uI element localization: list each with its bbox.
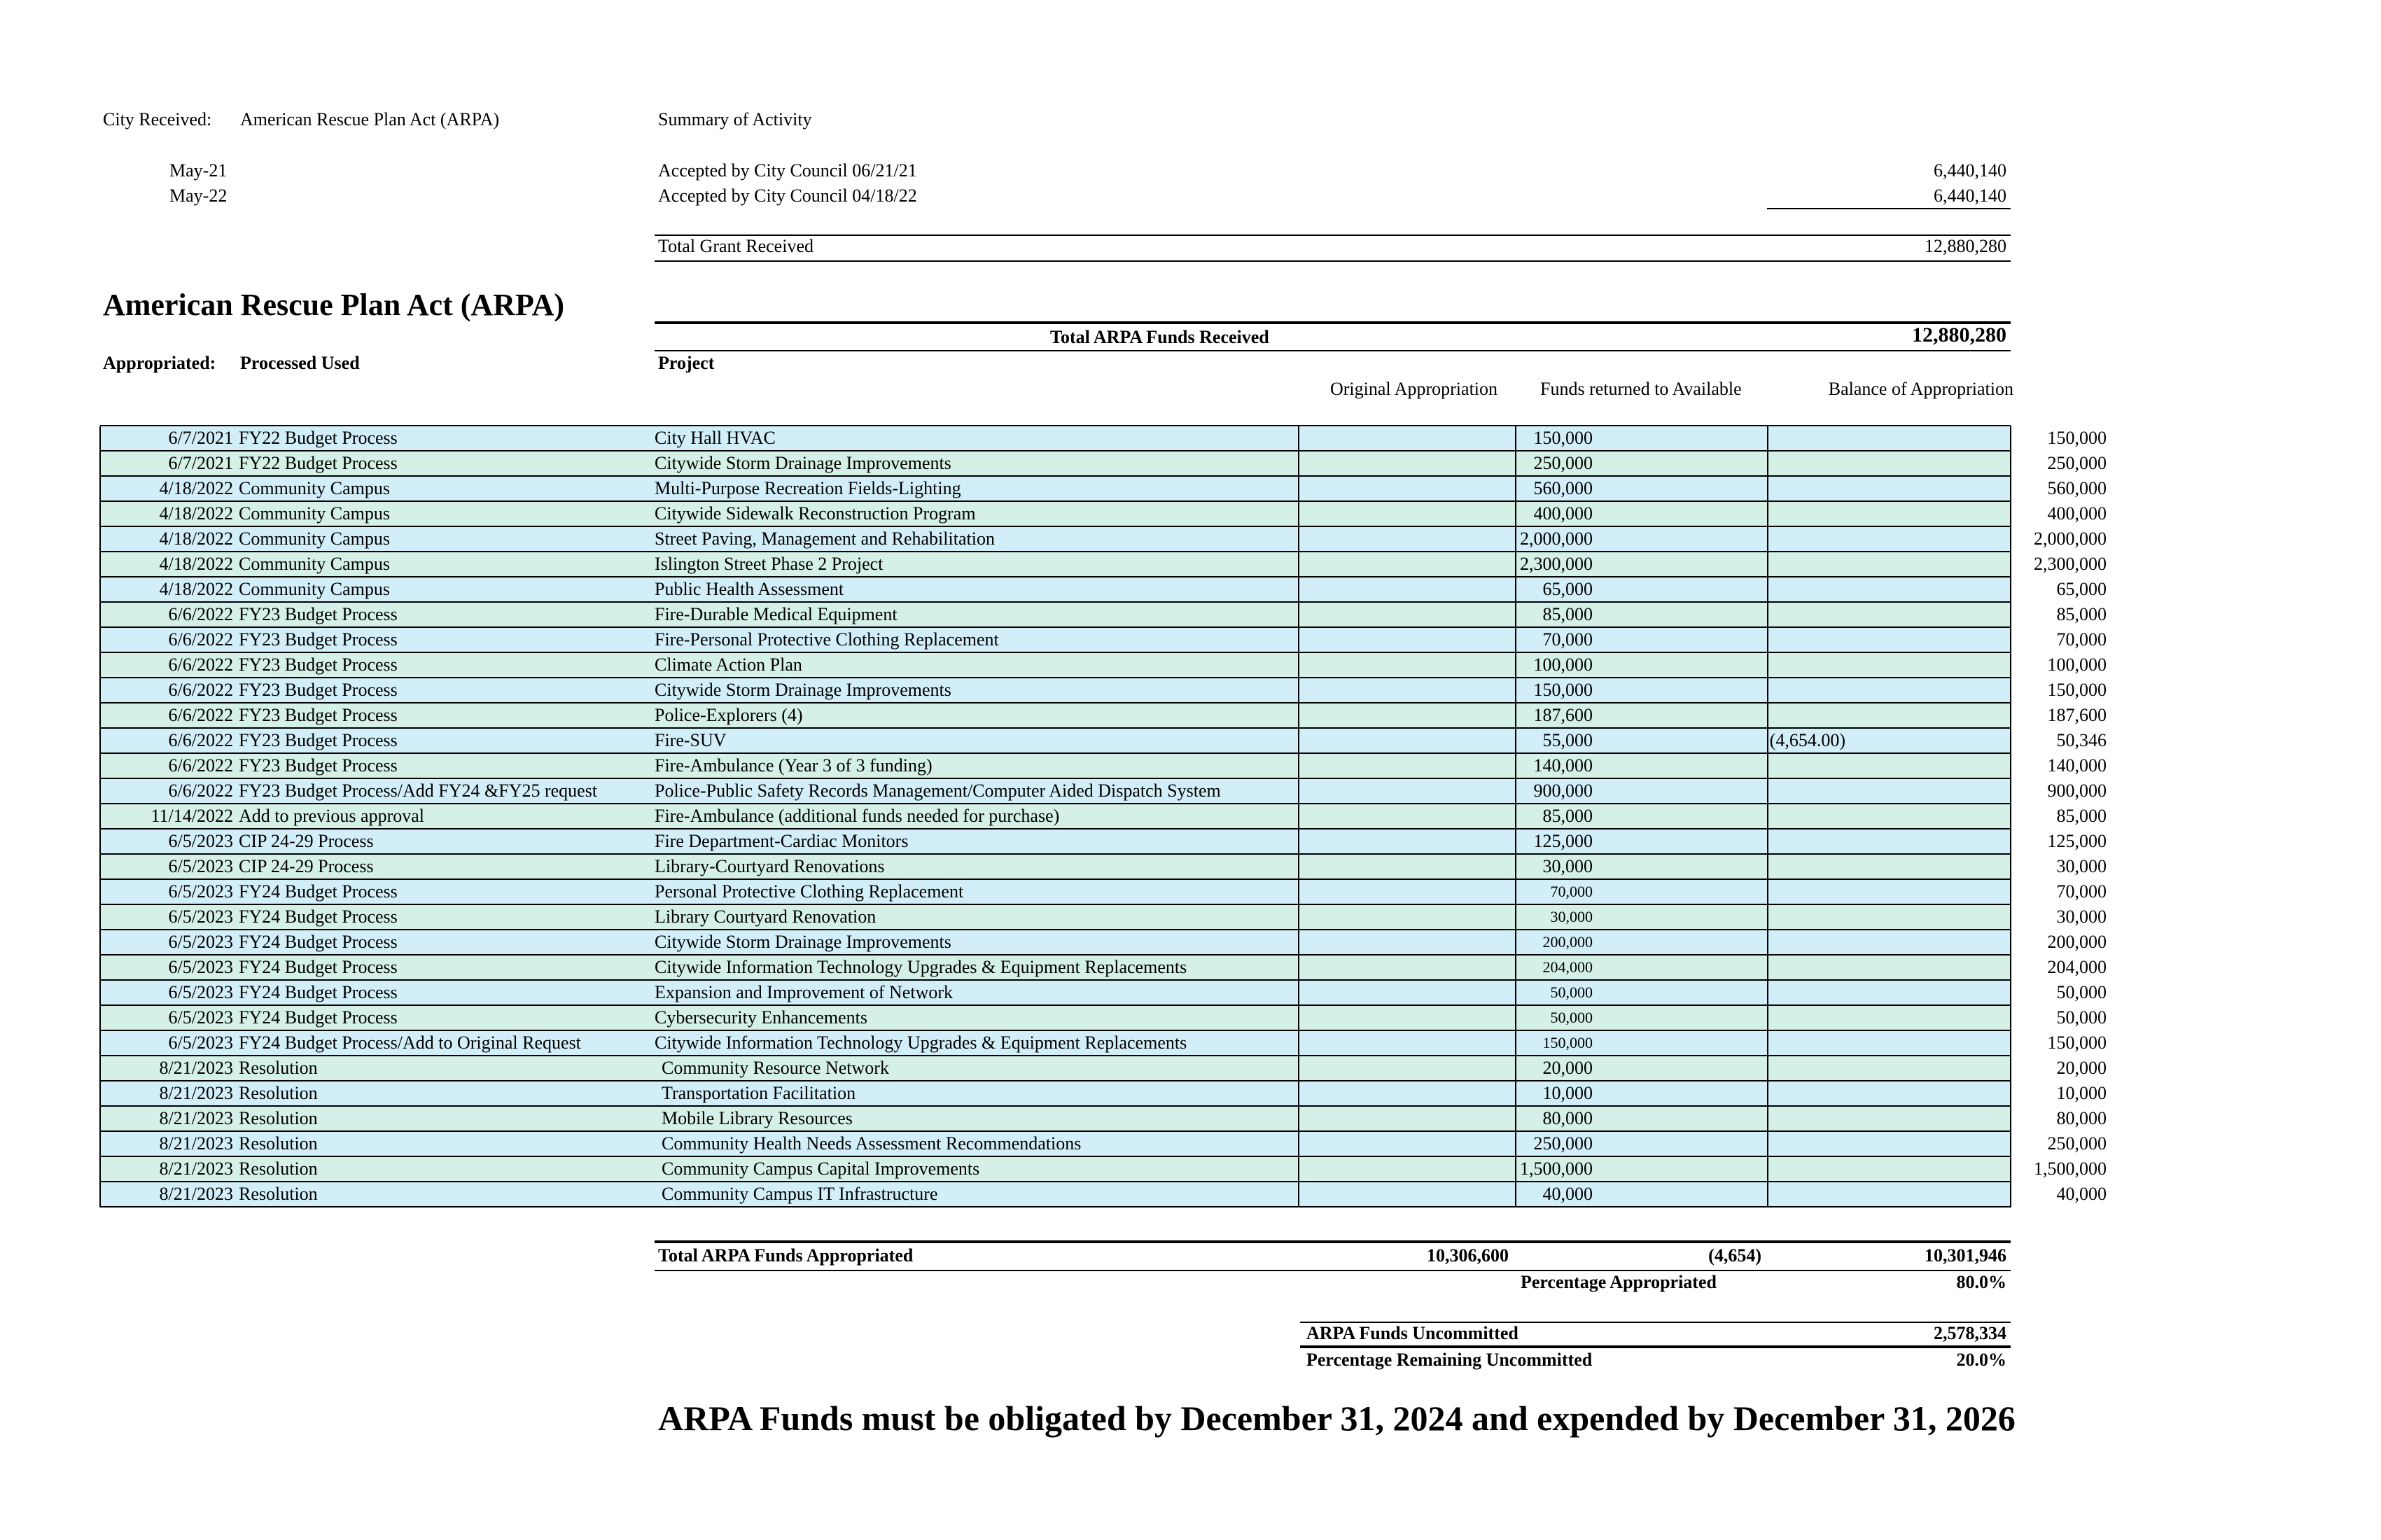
table-row bbox=[100, 1182, 2107, 1208]
table-row bbox=[100, 1056, 2107, 1082]
table-row bbox=[100, 678, 2107, 704]
row-process: Resolution bbox=[239, 1133, 318, 1154]
row-original-appropriation: 150,000 bbox=[1533, 428, 1593, 448]
table-row bbox=[100, 729, 2107, 754]
row-project: Mobile Library Resources bbox=[662, 1108, 853, 1128]
row-balance: 10,000 bbox=[2056, 1083, 2107, 1103]
row-balance: 250,000 bbox=[2047, 453, 2107, 473]
row-date: 6/5/2023 bbox=[168, 957, 233, 977]
table-row bbox=[100, 502, 2107, 527]
row-project: Fire-SUV bbox=[655, 730, 727, 750]
row-balance: 70,000 bbox=[2056, 629, 2107, 650]
row-project: Fire Department-Cardiac Monitors bbox=[655, 831, 909, 851]
table-row bbox=[100, 426, 2107, 451]
table-row bbox=[100, 527, 2107, 552]
row-balance: 250,000 bbox=[2047, 1133, 2107, 1154]
row-balance: 400,000 bbox=[2047, 503, 2107, 524]
row-original-appropriation: 50,000 bbox=[1550, 1009, 1593, 1026]
summary-label: Summary of Activity bbox=[658, 109, 812, 130]
row-date: 8/21/2023 bbox=[159, 1058, 233, 1078]
table-row bbox=[100, 930, 2107, 955]
row-date: 8/21/2023 bbox=[159, 1133, 233, 1154]
row-original-appropriation: 85,000 bbox=[1542, 604, 1593, 624]
row-project: Citywide Information Technology Upgrades & Equipment Replacements bbox=[655, 1032, 1187, 1053]
divider bbox=[655, 234, 2011, 236]
row-date: 6/5/2023 bbox=[168, 932, 233, 952]
receipt-desc: Accepted by City Council 06/21/21 bbox=[658, 160, 917, 181]
receipt-amount: 6,440,140 bbox=[1934, 160, 2006, 181]
divider bbox=[1300, 1345, 2011, 1348]
row-date: 8/21/2023 bbox=[159, 1108, 233, 1128]
totals-balance: 10,301,946 bbox=[1925, 1245, 2006, 1266]
row-balance: 20,000 bbox=[2056, 1058, 2107, 1078]
row-balance: 65,000 bbox=[2056, 579, 2107, 599]
row-original-appropriation: 150,000 bbox=[1533, 680, 1593, 700]
pct-appropriated-label: Percentage Appropriated bbox=[1521, 1272, 1717, 1292]
row-original-appropriation: 30,000 bbox=[1550, 908, 1593, 925]
col-project: Project bbox=[658, 353, 715, 373]
row-project: Citywide Storm Drainage Improvements bbox=[655, 932, 951, 952]
row-project: Library Courtyard Renovation bbox=[655, 906, 877, 927]
row-process: CIP 24-29 Process bbox=[239, 856, 374, 876]
row-balance: 150,000 bbox=[2047, 1032, 2107, 1053]
vline-original-end bbox=[1515, 426, 1516, 1208]
row-process: FY23 Budget Process bbox=[239, 629, 398, 650]
row-process: CIP 24-29 Process bbox=[239, 831, 374, 851]
row-balance: 900,000 bbox=[2047, 780, 2107, 801]
table-row bbox=[100, 855, 2107, 880]
row-date: 6/5/2023 bbox=[168, 856, 233, 876]
table-row bbox=[100, 804, 2107, 830]
table-row bbox=[100, 1006, 2107, 1031]
row-process: FY22 Budget Process bbox=[239, 453, 398, 473]
section-title: American Rescue Plan Act (ARPA) bbox=[103, 288, 565, 322]
row-balance: 70,000 bbox=[2056, 881, 2107, 902]
row-date: 6/6/2022 bbox=[168, 654, 233, 675]
row-date: 6/5/2023 bbox=[168, 906, 233, 927]
row-balance: 200,000 bbox=[2047, 932, 2107, 952]
row-date: 6/7/2021 bbox=[168, 453, 233, 473]
row-project: Cybersecurity Enhancements bbox=[655, 1007, 867, 1028]
row-project: Fire-Personal Protective Clothing Replacement bbox=[655, 629, 999, 650]
row-date: 6/6/2022 bbox=[168, 680, 233, 700]
row-project: Police-Public Safety Records Management/Computer Aided Dispatch System bbox=[655, 780, 1221, 801]
row-original-appropriation: 900,000 bbox=[1533, 780, 1593, 801]
row-project: Citywide Storm Drainage Improvements bbox=[655, 680, 951, 700]
table-row bbox=[100, 955, 2107, 981]
row-balance: 125,000 bbox=[2047, 831, 2107, 851]
row-date: 6/5/2023 bbox=[168, 1007, 233, 1028]
table-row bbox=[100, 477, 2107, 502]
row-original-appropriation: 2,000,000 bbox=[1520, 528, 1593, 549]
row-original-appropriation: 70,000 bbox=[1542, 629, 1593, 650]
row-process: Resolution bbox=[239, 1158, 318, 1179]
pct-uncommitted-label: Percentage Remaining Uncommitted bbox=[1306, 1350, 1593, 1370]
row-project: Climate Action Plan bbox=[655, 654, 802, 675]
row-project: Police-Explorers (4) bbox=[655, 705, 803, 725]
row-balance: 40,000 bbox=[2056, 1184, 2107, 1204]
row-original-appropriation: 50,000 bbox=[1550, 983, 1593, 1001]
row-process: Resolution bbox=[239, 1184, 318, 1204]
row-original-appropriation: 30,000 bbox=[1542, 856, 1593, 876]
row-original-appropriation: 85,000 bbox=[1542, 806, 1593, 826]
row-date: 8/21/2023 bbox=[159, 1184, 233, 1204]
divider bbox=[655, 350, 2011, 351]
row-project: Expansion and Improvement of Network bbox=[655, 982, 954, 1002]
row-date: 4/18/2022 bbox=[159, 554, 233, 574]
row-project: Transportation Facilitation bbox=[662, 1083, 856, 1103]
row-original-appropriation: 100,000 bbox=[1533, 654, 1593, 675]
col-returned: Funds returned to Available bbox=[1540, 379, 1742, 399]
row-process: FY23 Budget Process/Add FY24 &FY25 request bbox=[239, 780, 598, 801]
row-project: Community Campus IT Infrastructure bbox=[662, 1184, 938, 1204]
row-original-appropriation: 400,000 bbox=[1533, 503, 1593, 524]
row-original-appropriation: 150,000 bbox=[1542, 1034, 1593, 1051]
row-balance: 100,000 bbox=[2047, 654, 2107, 675]
row-balance: 50,000 bbox=[2056, 982, 2107, 1002]
row-process: Resolution bbox=[239, 1108, 318, 1128]
row-date: 8/21/2023 bbox=[159, 1083, 233, 1103]
row-date: 6/6/2022 bbox=[168, 780, 233, 801]
table-row bbox=[100, 704, 2107, 729]
row-project: Citywide Sidewalk Reconstruction Program bbox=[655, 503, 976, 524]
receipt-desc: Accepted by City Council 04/18/22 bbox=[658, 186, 917, 206]
row-date: 4/18/2022 bbox=[159, 579, 233, 599]
row-project: Citywide Information Technology Upgrades & Equipment Replacements bbox=[655, 957, 1187, 977]
row-original-appropriation: 250,000 bbox=[1533, 1133, 1593, 1154]
table-row bbox=[100, 754, 2107, 779]
pct-appropriated-value: 80.0% bbox=[1956, 1272, 2006, 1292]
city-received-label: City Received: bbox=[103, 109, 212, 130]
row-original-appropriation: 55,000 bbox=[1542, 730, 1593, 750]
row-date: 6/6/2022 bbox=[168, 730, 233, 750]
table-row bbox=[100, 628, 2107, 653]
row-project: Fire-Ambulance (additional funds needed for purchase) bbox=[655, 806, 1060, 826]
row-process: FY24 Budget Process bbox=[239, 906, 398, 927]
col-balance: Balance of Appropriation bbox=[1828, 379, 2013, 399]
row-project: Fire-Ambulance (Year 3 of 3 funding) bbox=[655, 755, 933, 776]
row-balance: 30,000 bbox=[2056, 856, 2107, 876]
divider bbox=[655, 1270, 2011, 1271]
table-row bbox=[100, 1157, 2107, 1182]
row-original-appropriation: 2,300,000 bbox=[1520, 554, 1593, 574]
table-row bbox=[100, 603, 2107, 628]
table-row bbox=[100, 981, 2107, 1006]
receipt-amount: 6,440,140 bbox=[1934, 186, 2006, 206]
row-process: Community Campus bbox=[239, 579, 390, 599]
row-project: Multi-Purpose Recreation Fields-Lighting bbox=[655, 478, 961, 498]
totals-original: 10,306,600 bbox=[1427, 1245, 1509, 1266]
row-process: FY23 Budget Process bbox=[239, 604, 398, 624]
receipt-month: May-21 bbox=[169, 160, 228, 181]
table-row bbox=[100, 880, 2107, 905]
col-original: Original Appropriation bbox=[1330, 379, 1498, 399]
row-original-appropriation: 187,600 bbox=[1533, 705, 1593, 725]
row-original-appropriation: 560,000 bbox=[1533, 478, 1593, 498]
divider bbox=[655, 1240, 2011, 1243]
table-row bbox=[100, 905, 2107, 930]
table-row bbox=[100, 578, 2107, 603]
vline-right bbox=[2010, 426, 2011, 1208]
table-row bbox=[100, 451, 2107, 477]
row-project: Community Campus Capital Improvements bbox=[662, 1158, 980, 1179]
vline-project-end bbox=[1298, 426, 1299, 1208]
row-process: FY23 Budget Process bbox=[239, 730, 398, 750]
row-balance: 560,000 bbox=[2047, 478, 2107, 498]
row-process: FY24 Budget Process/Add to Original Request bbox=[239, 1032, 581, 1053]
col-appropriated: Appropriated: bbox=[103, 353, 216, 373]
row-process: Community Campus bbox=[239, 554, 390, 574]
totals-label: Total ARPA Funds Appropriated bbox=[658, 1245, 914, 1266]
row-balance: 50,000 bbox=[2056, 1007, 2107, 1028]
row-process: Community Campus bbox=[239, 528, 390, 549]
city-received-value: American Rescue Plan Act (ARPA) bbox=[240, 109, 500, 130]
row-project: Library-Courtyard Renovations bbox=[655, 856, 885, 876]
row-balance: 2,300,000 bbox=[2034, 554, 2107, 574]
row-balance: 204,000 bbox=[2047, 957, 2107, 977]
funds-received-label: Total ARPA Funds Received bbox=[1050, 327, 1269, 347]
row-date: 4/18/2022 bbox=[159, 528, 233, 549]
vline-left bbox=[99, 426, 101, 1208]
row-project: Community Resource Network bbox=[662, 1058, 889, 1078]
row-original-appropriation: 20,000 bbox=[1542, 1058, 1593, 1078]
table-row bbox=[100, 1082, 2107, 1107]
row-date: 6/6/2022 bbox=[168, 755, 233, 776]
table-row bbox=[100, 653, 2107, 678]
table-row bbox=[100, 1107, 2107, 1132]
row-date: 8/21/2023 bbox=[159, 1158, 233, 1179]
divider bbox=[655, 260, 2011, 262]
row-project: Personal Protective Clothing Replacement bbox=[655, 881, 964, 902]
row-original-appropriation: 65,000 bbox=[1542, 579, 1593, 599]
row-date: 6/6/2022 bbox=[168, 705, 233, 725]
row-date: 11/14/2022 bbox=[151, 806, 233, 826]
table-row bbox=[100, 1132, 2107, 1157]
appropriations-table bbox=[100, 426, 2107, 1208]
row-date: 6/6/2022 bbox=[168, 604, 233, 624]
uncommitted-amount: 2,578,334 bbox=[1934, 1323, 2006, 1343]
row-process: FY22 Budget Process bbox=[239, 428, 398, 448]
divider bbox=[1767, 208, 2011, 209]
row-process: FY24 Budget Process bbox=[239, 982, 398, 1002]
row-process: FY24 Budget Process bbox=[239, 1007, 398, 1028]
row-balance: 187,600 bbox=[2047, 705, 2107, 725]
row-date: 6/5/2023 bbox=[168, 831, 233, 851]
pct-uncommitted-value: 20.0% bbox=[1956, 1350, 2006, 1370]
row-date: 6/5/2023 bbox=[168, 1032, 233, 1053]
row-balance: 50,346 bbox=[2056, 730, 2107, 750]
row-original-appropriation: 40,000 bbox=[1542, 1184, 1593, 1204]
row-balance: 150,000 bbox=[2047, 680, 2107, 700]
row-process: FY24 Budget Process bbox=[239, 932, 398, 952]
row-process: FY23 Budget Process bbox=[239, 705, 398, 725]
row-process: Resolution bbox=[239, 1083, 318, 1103]
receipt-month: May-22 bbox=[169, 186, 228, 206]
row-process: FY23 Budget Process bbox=[239, 654, 398, 675]
row-balance: 30,000 bbox=[2056, 906, 2107, 927]
table-row bbox=[100, 1031, 2107, 1056]
row-balance: 150,000 bbox=[2047, 428, 2107, 448]
row-original-appropriation: 10,000 bbox=[1542, 1083, 1593, 1103]
table-row bbox=[100, 830, 2107, 855]
table-row bbox=[100, 552, 2107, 578]
row-date: 4/18/2022 bbox=[159, 503, 233, 524]
row-original-appropriation: 125,000 bbox=[1533, 831, 1593, 851]
row-original-appropriation: 200,000 bbox=[1542, 933, 1593, 951]
row-project: City Hall HVAC bbox=[655, 428, 776, 448]
row-process: FY24 Budget Process bbox=[239, 957, 398, 977]
row-original-appropriation: 70,000 bbox=[1550, 883, 1593, 900]
row-original-appropriation: 250,000 bbox=[1533, 453, 1593, 473]
row-date: 6/5/2023 bbox=[168, 881, 233, 902]
total-grant-amount: 12,880,280 bbox=[1925, 236, 2006, 256]
row-project: Community Health Needs Assessment Recommendations bbox=[662, 1133, 1082, 1154]
row-project: Islington Street Phase 2 Project bbox=[655, 554, 884, 574]
totals-returned: (4,654) bbox=[1708, 1245, 1761, 1266]
row-original-appropriation: 80,000 bbox=[1542, 1108, 1593, 1128]
row-process: FY23 Budget Process bbox=[239, 755, 398, 776]
row-project: Public Health Assessment bbox=[655, 579, 844, 599]
row-balance: 85,000 bbox=[2056, 806, 2107, 826]
row-process: FY24 Budget Process bbox=[239, 881, 398, 902]
vline-returned-end bbox=[1767, 426, 1768, 1208]
row-process: Community Campus bbox=[239, 503, 390, 524]
row-project: Citywide Storm Drainage Improvements bbox=[655, 453, 951, 473]
row-process: Resolution bbox=[239, 1058, 318, 1078]
row-original-appropriation: 1,500,000 bbox=[1520, 1158, 1593, 1179]
row-original-appropriation: 204,000 bbox=[1542, 958, 1593, 976]
row-date: 6/6/2022 bbox=[168, 629, 233, 650]
row-date: 6/7/2021 bbox=[168, 428, 233, 448]
table-row bbox=[100, 779, 2107, 804]
obligation-deadline-note: ARPA Funds must be obligated by December 31, 2024 and expended by December 31, 2026 bbox=[658, 1399, 2016, 1438]
row-date: 6/5/2023 bbox=[168, 982, 233, 1002]
col-processed-used: Processed Used bbox=[240, 353, 360, 373]
row-funds-returned: (4,654.00) bbox=[1769, 730, 1845, 750]
total-grant-label: Total Grant Received bbox=[658, 236, 814, 256]
row-balance: 140,000 bbox=[2047, 755, 2107, 776]
row-balance: 2,000,000 bbox=[2034, 528, 2107, 549]
row-original-appropriation: 140,000 bbox=[1533, 755, 1593, 776]
funds-received-amount: 12,880,280 bbox=[1912, 323, 2006, 346]
row-project: Street Paving, Management and Rehabilitation bbox=[655, 528, 995, 549]
row-process: Community Campus bbox=[239, 478, 390, 498]
row-date: 4/18/2022 bbox=[159, 478, 233, 498]
row-balance: 85,000 bbox=[2056, 604, 2107, 624]
uncommitted-label: ARPA Funds Uncommitted bbox=[1306, 1323, 1518, 1343]
row-balance: 80,000 bbox=[2056, 1108, 2107, 1128]
row-process: FY23 Budget Process bbox=[239, 680, 398, 700]
row-balance: 1,500,000 bbox=[2034, 1158, 2107, 1179]
row-project: Fire-Durable Medical Equipment bbox=[655, 604, 898, 624]
row-process: Add to previous approval bbox=[239, 806, 425, 826]
